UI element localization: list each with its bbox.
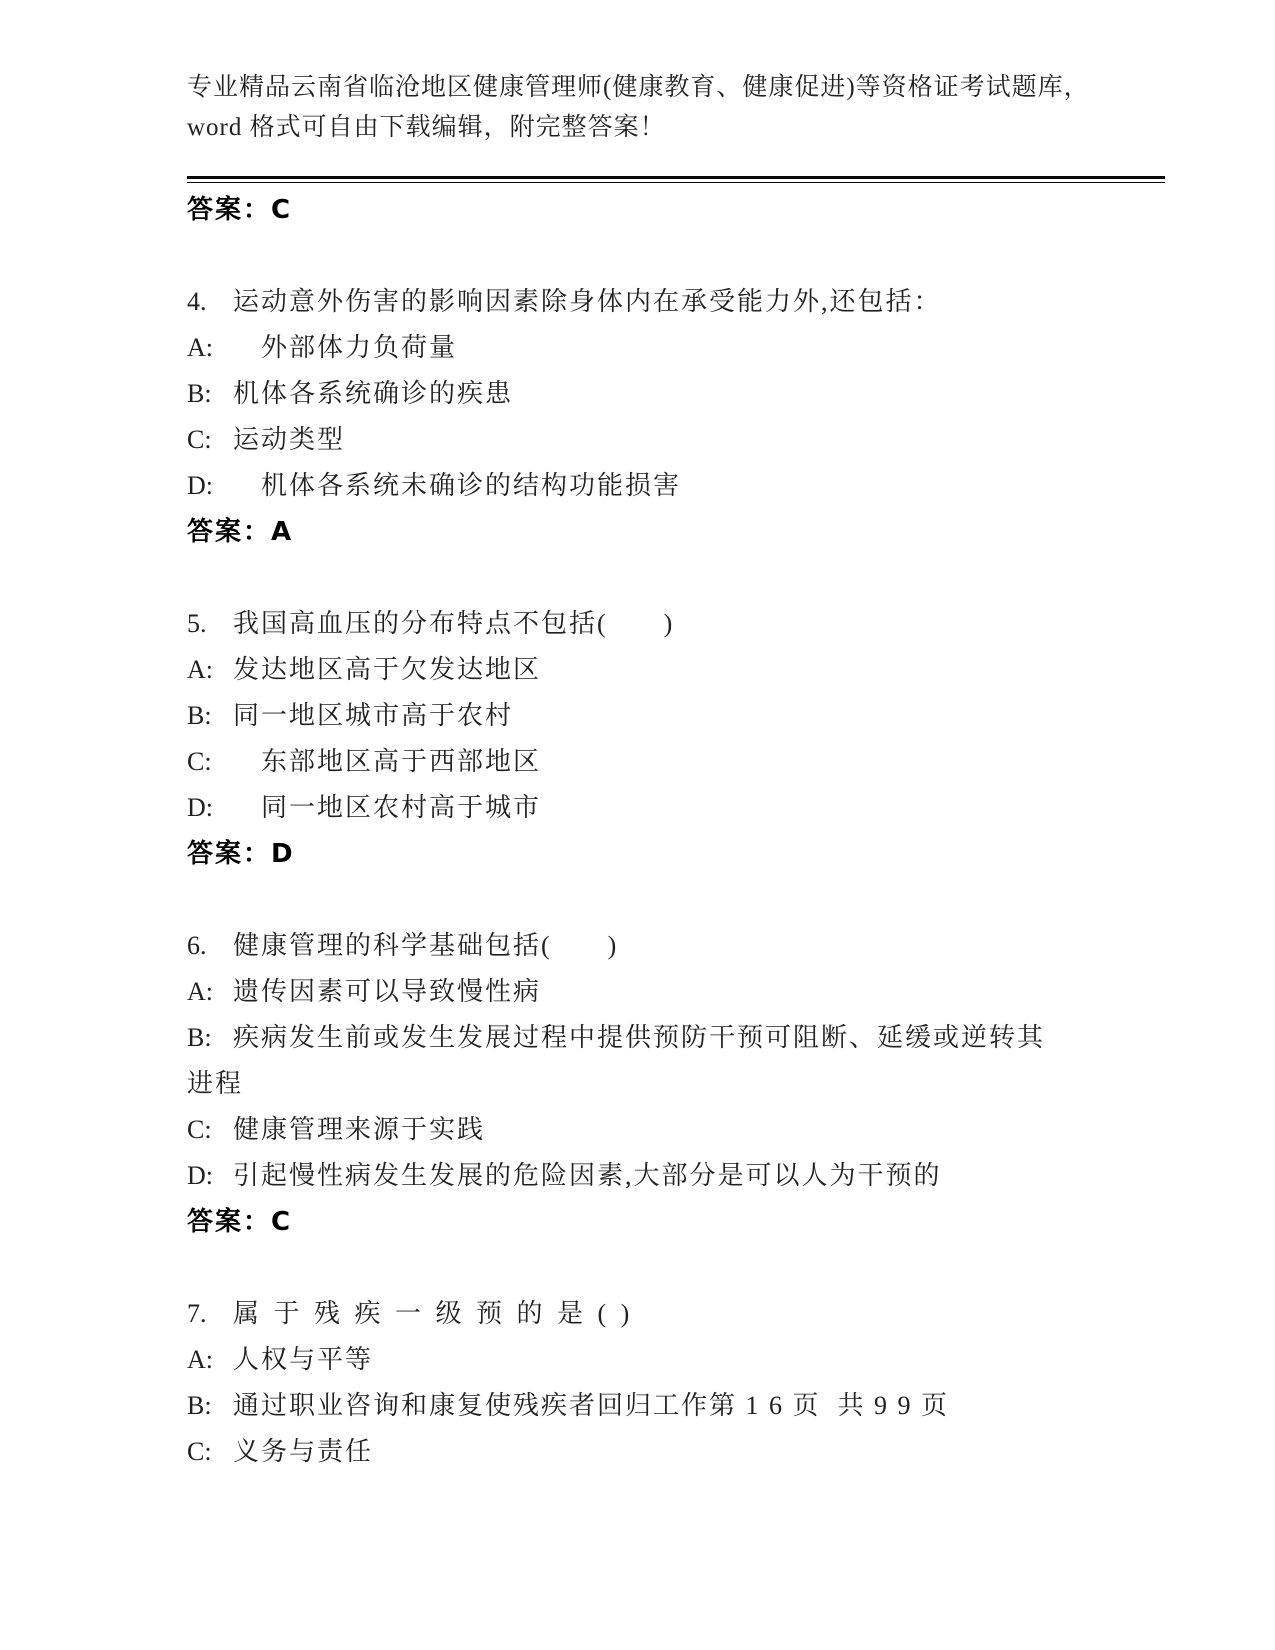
blank-line xyxy=(187,877,1172,923)
question-text: 运动意外伤害的影响因素除身体内在承受能力外,还包括： xyxy=(233,287,942,316)
option-label: A: xyxy=(187,333,213,362)
option-label: A: xyxy=(187,655,213,684)
header-divider-rule xyxy=(187,176,1165,183)
option-text: 同一地区城市高于农村 xyxy=(233,701,514,730)
option-label: D: xyxy=(187,471,213,500)
answer-line-q5 xyxy=(187,831,1172,877)
question-line-6 xyxy=(187,923,1172,969)
option-line-5a xyxy=(187,647,1172,693)
option-label: C: xyxy=(187,425,212,454)
question-text: 健康管理的科学基础包括( ) xyxy=(233,931,619,960)
question-number: 5. xyxy=(187,609,207,638)
option-line-5c xyxy=(187,739,1172,785)
page-content xyxy=(187,68,1172,1475)
option-line-4a xyxy=(187,325,1172,371)
answer-label: 答案： xyxy=(187,1207,272,1236)
option-label: D: xyxy=(187,1161,213,1190)
answer-value: C xyxy=(271,1207,291,1237)
document-body xyxy=(187,187,1172,1475)
header-line-1: 专业精品云南省临沧地区健康管理师(健康教育、健康促进)等资格证考试题库， xyxy=(187,74,1090,101)
option-label: C: xyxy=(187,747,212,776)
option-line-6a xyxy=(187,969,1172,1015)
option-text: 健康管理来源于实践 xyxy=(233,1115,486,1144)
question-line-7 xyxy=(187,1291,1172,1337)
option-text: 发达地区高于欠发达地区 xyxy=(233,655,542,684)
blank-line xyxy=(187,1245,1172,1291)
option-text: 疾病发生前或发生发展过程中提供预防干预可阻断、延缓或逆转其 xyxy=(233,1023,1046,1052)
divider-thin-line xyxy=(187,182,1165,183)
answer-line-q4 xyxy=(187,509,1172,555)
option-text: 同一地区农村高于城市 xyxy=(233,793,542,822)
option-text: 外部体力负荷量 xyxy=(233,333,458,362)
option-text: 义务与责任 xyxy=(233,1437,374,1466)
option-label: B: xyxy=(187,701,212,730)
page-header xyxy=(187,68,1172,148)
question-line-4 xyxy=(187,279,1172,325)
answer-value: C xyxy=(271,195,291,225)
option-label: B: xyxy=(187,379,212,408)
option-text-continued: 进程 xyxy=(187,1069,244,1098)
option-line-6b-wrap xyxy=(187,1061,1172,1107)
option-line-7c xyxy=(187,1429,1172,1475)
option-text: 运动类型 xyxy=(233,425,346,454)
option-label: C: xyxy=(187,1437,212,1466)
option-line-7b xyxy=(187,1383,1172,1429)
answer-label: 答案： xyxy=(187,517,272,546)
option-line-4b xyxy=(187,371,1172,417)
option-line-6b xyxy=(187,1015,1172,1061)
question-text: 属 于 残 疾 一 级 预 的 是 ( ) xyxy=(233,1299,634,1328)
option-label: B: xyxy=(187,1023,212,1052)
option-line-4c xyxy=(187,417,1172,463)
answer-line-q6 xyxy=(187,1199,1172,1245)
header-line-2: word 格式可自由下载编辑，附完整答案！ xyxy=(187,114,666,141)
question-number: 7. xyxy=(187,1299,207,1328)
option-text: 人权与平等 xyxy=(233,1345,374,1374)
option-label: A: xyxy=(187,977,213,1006)
answer-label: 答案： xyxy=(187,839,272,868)
answer-line-q3 xyxy=(187,187,1172,233)
option-label: C: xyxy=(187,1115,212,1144)
answer-value: D xyxy=(271,839,293,869)
answer-value: A xyxy=(271,517,292,547)
option-line-6d xyxy=(187,1153,1172,1199)
option-label: B: xyxy=(187,1391,212,1420)
question-number: 6. xyxy=(187,931,207,960)
option-text: 通过职业咨询和康复使残疾者回归工作第 1 6 页 共 9 9 页 xyxy=(233,1391,950,1420)
option-label: A: xyxy=(187,1345,213,1374)
question-number: 4. xyxy=(187,287,207,316)
question-text: 我国高血压的分布特点不包括( ) xyxy=(233,609,675,638)
answer-label: 答案： xyxy=(187,195,272,224)
option-label: D: xyxy=(187,793,213,822)
option-line-6c xyxy=(187,1107,1172,1153)
option-text: 机体各系统确诊的疾患 xyxy=(233,379,514,408)
blank-line xyxy=(187,555,1172,601)
question-line-5 xyxy=(187,601,1172,647)
blank-line xyxy=(187,233,1172,279)
option-line-4d xyxy=(187,463,1172,509)
option-text: 引起慢性病发生发展的危险因素,大部分是可以人为干预的 xyxy=(233,1161,942,1190)
option-line-7a xyxy=(187,1337,1172,1383)
option-text: 机体各系统未确诊的结构功能损害 xyxy=(233,471,682,500)
option-text: 遗传因素可以导致慢性病 xyxy=(233,977,542,1006)
option-line-5b xyxy=(187,693,1172,739)
option-text: 东部地区高于西部地区 xyxy=(233,747,542,776)
option-line-5d xyxy=(187,785,1172,831)
